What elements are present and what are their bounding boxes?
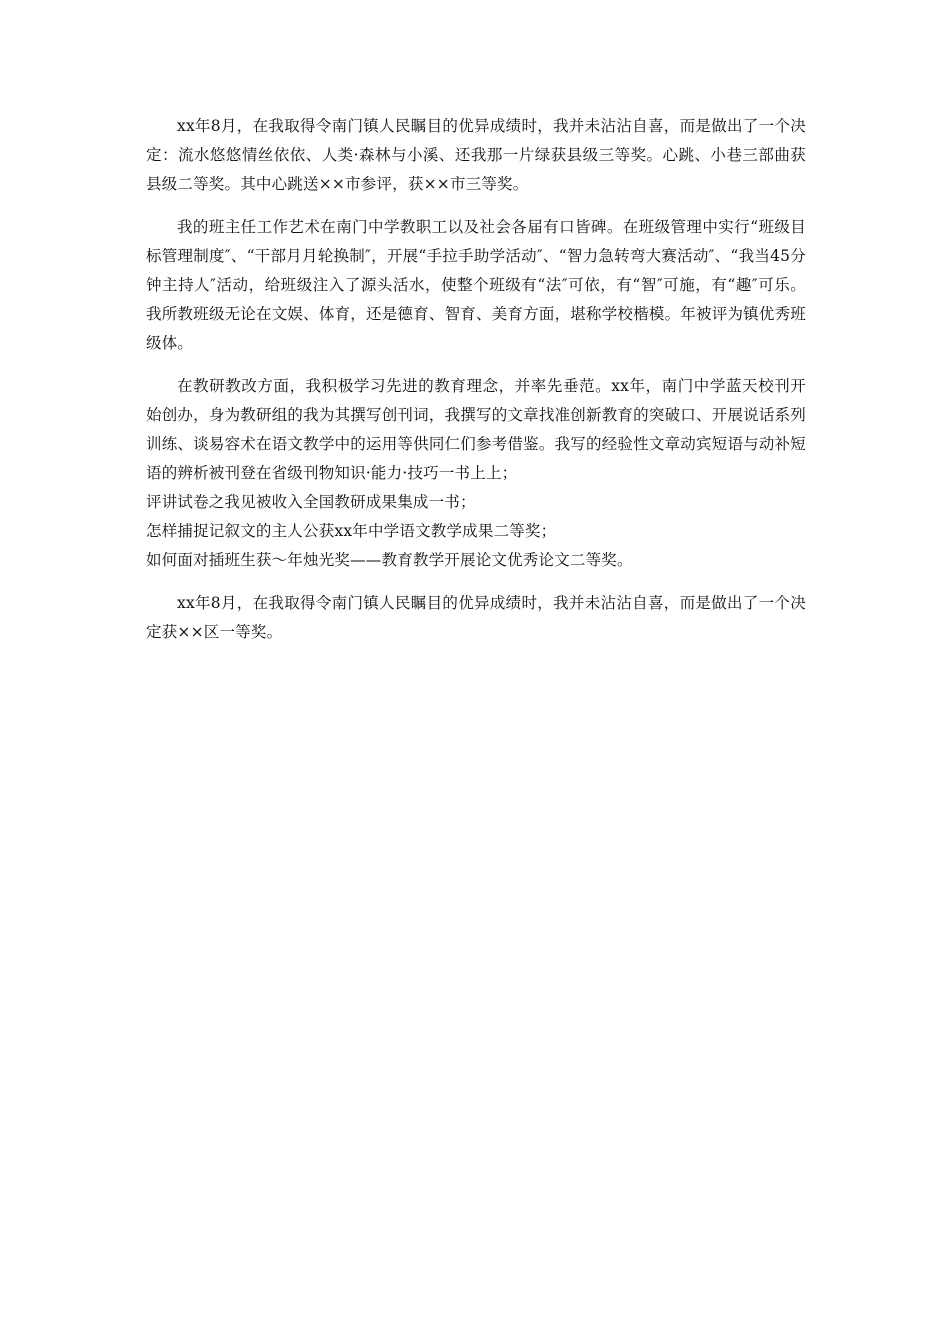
- document-body: [146, 112, 806, 661]
- list-line-3: 如何面对插班生获～年烛光奖——教育教学开展论文优秀论文二等奖。: [146, 551, 633, 569]
- paragraph-final: xx年8月，在我取得令南门镇人民瞩目的优异成绩时，我并未沾沾自喜，而是做出了一个决定获××区一等奖。: [146, 594, 806, 641]
- paragraph-1: xx年8月，在我取得令南门镇人民瞩目的优异成绩时，我并未沾沾自喜，而是做出了一个决定：流水悠悠情丝依依、人类·森林与小溪、还我那一片绿获县级三等奖。心跳、小巷三部曲获县级二等奖。其中心跳送××市参评，获××市三等奖。: [146, 117, 806, 193]
- research-section: [146, 372, 806, 575]
- list-line-2: 怎样捕捉记叙文的主人公获xx年中学语文教学成果二等奖；: [146, 522, 557, 540]
- paragraph-3: 在教研教改方面，我积极学习先进的教育理念，并率先垂范。xx年，南门中学蓝天校刊开始创办，身为教研组的我为其撰写创刊词，我撰写的文章找准创新教育的突破口、开展说话系列训练、谈易容术在语文教学中的运用等供同仁们参考借鉴。我写的经验性文章动宾短语与动补短语的辨析被刊登在省级刊物知识·能力·技巧一书上上；: [146, 377, 806, 482]
- paragraph-2: 我的班主任工作艺术在南门中学教职工以及社会各届有口皆碑。在班级管理中实行“班级目标管理制度″、“干部月月轮换制″，开展“手拉手助学活动″、“智力急转弯大赛活动″、“我当45分钟主持人″活动，给班级注入了源头活水，使整个班级有“法″可依，有“智″可施，有“趣″可乐。我所教班级无论在文娱、体育，还是德育、智育、美育方面，堪称学校楷模。年被评为镇优秀班级体。: [146, 218, 806, 352]
- list-line-1: 评讲试卷之我见被收入全国教研成果集成一书；: [146, 493, 476, 511]
